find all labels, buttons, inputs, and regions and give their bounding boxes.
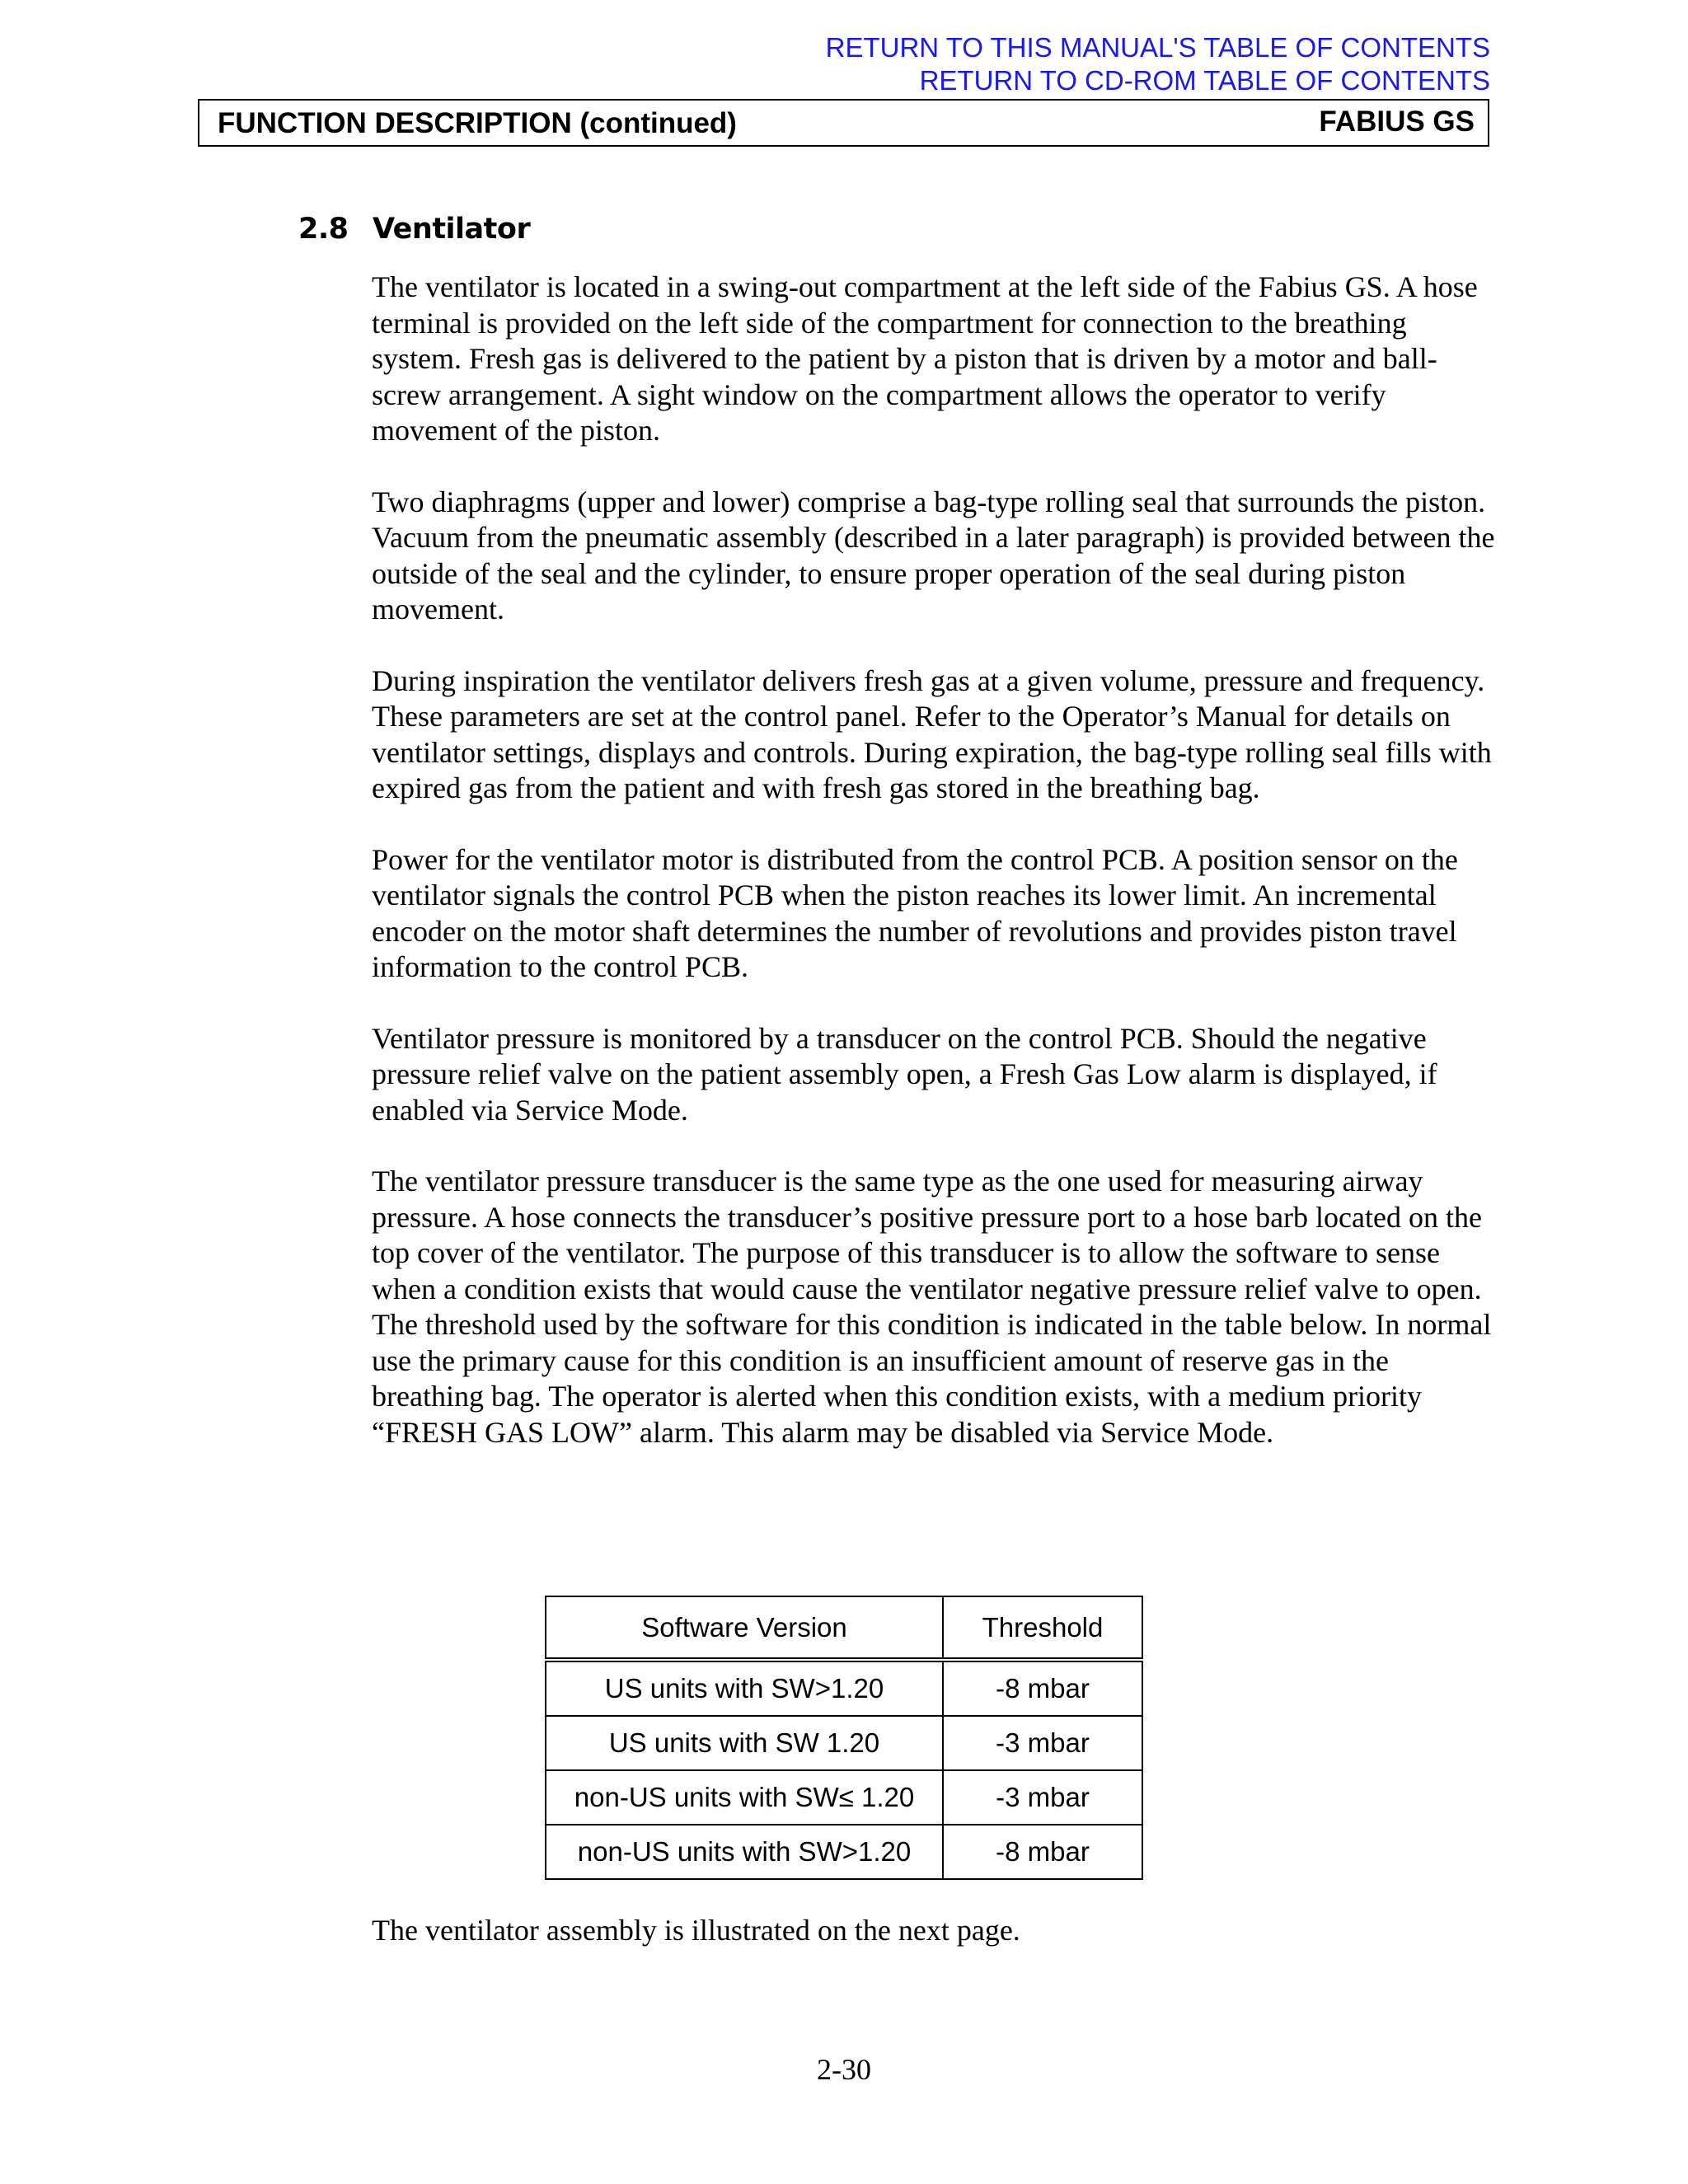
table-cell-software-version: non-US units with SW>1.20 <box>546 1825 943 1879</box>
section-heading <box>298 213 530 246</box>
return-manual-toc-link[interactable]: RETURN TO THIS MANUAL'S TABLE OF CONTENTS <box>825 32 1490 63</box>
table-cell-threshold: -8 mbar <box>943 1660 1142 1716</box>
table-cell-software-version: US units with SW 1.20 <box>546 1716 943 1770</box>
section-title: Ventilator <box>373 213 531 246</box>
column-header-software-version: Software Version <box>546 1596 943 1660</box>
paragraph: Ventilator pressure is monitored by a transducer on the control PCB. Should the negative pressure relief valve on the patient assembly open, a Fresh Gas Low alarm is displayed, if enabled via Service Mode. <box>372 1021 1437 1127</box>
header-product-name: FABIUS GS <box>1319 105 1475 138</box>
paragraph: During inspiration the ventilator delivers fresh gas at a given volume, pressure and frequency. These parameters are set at the control panel. Refer to the Operator’s Manual for details on ventilator settings, displays and controls. During expiration, the bag-type rolling seal fills with expired gas from the patient and with fresh gas stored in the breathing bag. <box>372 663 1492 804</box>
table-row <box>546 1660 1142 1716</box>
table-row <box>546 1770 1142 1825</box>
table-cell-software-version: non-US units with SW≤ 1.20 <box>546 1770 943 1825</box>
body-text <box>372 269 1497 1486</box>
table-cell-threshold: -3 mbar <box>943 1770 1142 1825</box>
page-header <box>198 99 1489 147</box>
column-header-threshold: Threshold <box>943 1596 1142 1660</box>
return-cdrom-toc-link[interactable]: RETURN TO CD-ROM TABLE OF CONTENTS <box>919 65 1490 96</box>
threshold-table-container <box>545 1596 1143 1880</box>
paragraph: The ventilator pressure transducer is the same type as the one used for measuring airway pressure. A hose connects the transducer’s positive pressure port to a hose barb located on the top cover of the ventilator. The purpose of this transducer is to allow the software to sense when a condition exists that would cause the ventilator negative pressure relief valve to open. The threshold used by the software for this condition is indicated in the table below. In normal use the primary cause for this condition is an insufficient amount of reserve gas in the breathing bag. The operator is alerted when this condition exists, with a medium priority “FRESH GAS LOW” alarm. This alarm may be disabled via Service Mode. <box>372 1165 1492 1449</box>
paragraph: Two diaphragms (upper and lower) comprise a bag-type rolling seal that surrounds the piston. Vacuum from the pneumatic assembly (described in a later paragraph) is provided between the outside of the seal and the cylinder, to ensure proper operation of the seal during piston movement. <box>372 485 1495 626</box>
paragraph: Power for the ventilator motor is distributed from the control PCB. A position sensor on the ventilator signals the control PCB when the piston reaches its lower limit. An incremental encoder on the motor shaft determines the number of revolutions and provides piston travel information to the control PCB. <box>372 842 1458 983</box>
table-header-row <box>546 1596 1142 1660</box>
section-number: 2.8 <box>298 213 349 246</box>
toc-links <box>826 31 1490 97</box>
header-section-title: FUNCTION DESCRIPTION (continued) <box>218 107 737 139</box>
table-cell-threshold: -3 mbar <box>943 1716 1142 1770</box>
threshold-table <box>545 1596 1143 1880</box>
table-row <box>546 1825 1142 1879</box>
table-cell-threshold: -8 mbar <box>943 1825 1142 1879</box>
table-row <box>546 1716 1142 1770</box>
page-number: 2-30 <box>817 2053 871 2086</box>
table-cell-software-version: US units with SW>1.20 <box>546 1660 943 1716</box>
paragraph: The ventilator is located in a swing-out compartment at the left side of the Fabius GS. A hose terminal is provided on the left side of the compartment for connection to the breathing system. Fresh gas is delivered to the patient by a piston that is driven by a motor and ball-screw arrangement. A sight window on the compartment allows the operator to verify movement of the piston. <box>372 270 1478 447</box>
closing-paragraph: The ventilator assembly is illustrated on the next page. <box>372 1914 1020 1947</box>
